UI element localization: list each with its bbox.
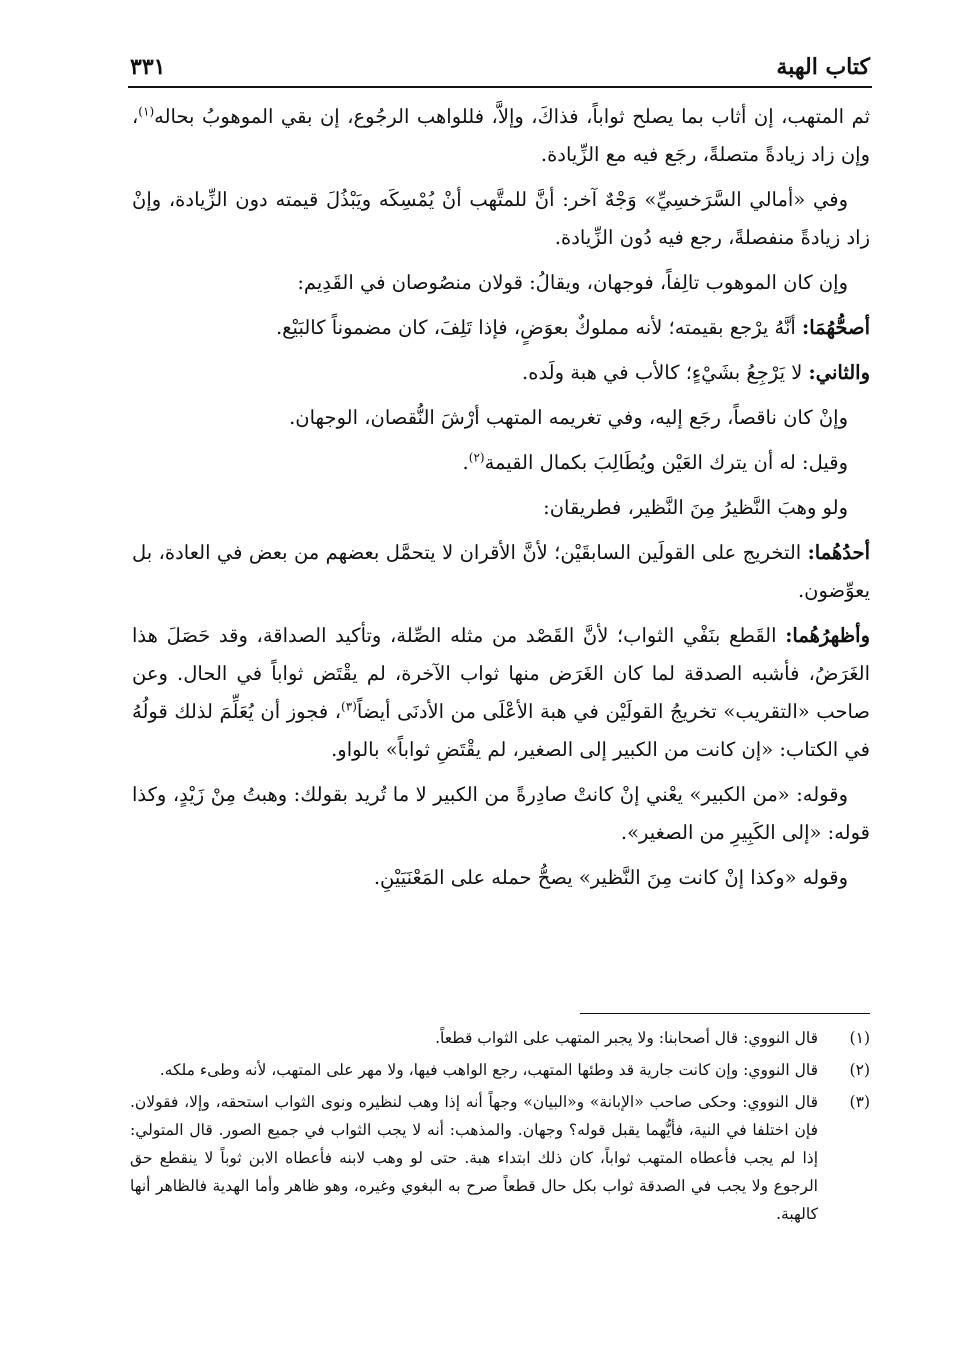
term-lead: وأظهرُهُما:	[785, 624, 870, 647]
footnote-ref: (٢)	[468, 450, 485, 465]
paragraph: ثم المتهب، إن أثاب بما يصلح ثواباً، فذاكَ، وإلاَّ، فللواهب الرجُوع، إن بقي الموهوبُ بحاله$^{(١)}$، وإن زاد زيادةً متصلةً، رجَع فيه مع الزِّيادة.	[132, 104, 870, 166]
footnote	[130, 1056, 870, 1084]
term-lead: أصحُّهُمَا:	[802, 316, 870, 339]
paragraph: وأظهرُهُما: القَطع بنَفْي الثواب؛ لأنَّ القَصْد من مثله الصِّلة، وتأكيد الصداقة، وقد حَصَلَ هذا الغَرَضُ، فأشبه الصدقة لما كان الغَرَض منها ثواب الآخرة، لم يقْتَض ثواباً في الحال. وعن صاحب «التقريب» تخريجُ القولَيْن في هبة الأعْلَى من الأدنَى أيضاً$^{(٣)}$، فجوز أن يُعَلِّمَ لذلك قولُهُ في الكتاب: «إن كانت من الكبير إلى الصغير، لم يقْتَضِ ثواباً» بالواو.	[132, 624, 870, 761]
paragraph: وإن كان الموهوب تالِفاً، فوجهان، ويقالُ: قولان منصُوصان في القَدِيم:	[297, 271, 848, 294]
footnotes	[130, 1024, 870, 1232]
paragraph: وفي «أمالي السَّرَخسِيِّ» وَجْهٌ آخر: أنَّ للمتَّهب أنْ يُمْسِكَه ويَبْذُلَ قيمته دون الزِّيادة، وإنْ زاد زيادةً منفصلةً، رجع فيه دُون الزِّيادة.	[132, 188, 870, 249]
main-text	[132, 98, 870, 904]
paragraph: أصحُّهُمَا: أنَّهُ يرْجع بقيمته؛ لأنه مملوكٌ بعوَضٍ، فإذا تَلِفَ، كان مضموناً كالبَيْع.	[275, 316, 870, 339]
paragraph: وقوله «وكذا إنْ كانت مِنَ النَّظير» يصحُّ حمله على المَعْنَيَيْنِ.	[373, 866, 848, 889]
paragraph: وقيل: له أن يترك العَيْن ويُطَالِبَ بكمال القيمة$^{(٢)}$.	[462, 450, 848, 474]
footnote-ref: (٣)	[341, 699, 357, 714]
page-header	[130, 40, 870, 80]
term-lead: والثاني:	[808, 361, 870, 384]
footnote-number: (٣)	[849, 1093, 870, 1111]
footnote-ref: (١)	[138, 104, 155, 119]
footnote-text: قال النووي: قال أصحابنا: ولا يجبر المتهب على الثواب قطعاً.	[435, 1029, 818, 1047]
term-lead: أحدُهُما:	[807, 541, 870, 564]
footnote	[130, 1024, 870, 1052]
footnote-text: قال النووي: وإن كانت جارية قد وطئها المتهب، رجع الواهب فيها، ولا مهر على المتهب، لأنه وطىء ملكه.	[159, 1061, 818, 1079]
paragraph: والثاني: لا يَرْجِعُ بشَيْءٍ؛ كالأب في هبة ولَده.	[522, 361, 870, 384]
running-title: كتاب الهبة	[776, 54, 870, 80]
page-number: ٣٣١	[130, 54, 166, 80]
paragraph: وقوله: «من الكبير» يعْني إنْ كانتْ صادِرةً من الكبير لا ما تُريد بقولك: وهبتُ مِنْ زَيْدٍ، وكذا قوله: «إلى الكَبِيرِ من الصغير».	[132, 783, 870, 844]
paragraph: ولو وهبَ النَّظيرُ مِنَ النَّظير، فطريقان:	[543, 496, 848, 519]
footnote-text: قال النووي: وحكى صاحب «الإبانة» و«البيان» وجهاً أنه إذا وهب لنظيره ونوى الثواب استحقه، وإلا، فقولان. فإن اختلفا في النية، فأيُّهما يقبل قوله؟ وجهان. والمذهب: أنه لا يجب الثواب في جميع الصور. قال المتولي: إذا لم يجب فأعطاه المتهب ثواباً، كان ذلك ابتداء هبة. حتى لو وهب لابنه فأعطاه الابن ثوباً لا ينقطع حق الرجوع ولا يجب في الصدقة ثواب بكل حال قطعاً صرح به البغوي وغيره، وهو ظاهر وأما الهدية فالظاهر أنها كالهبة.	[130, 1093, 818, 1223]
paragraph: أحدُهُما: التخريج على القولَين السابقَيْن؛ لأنَّ الأقران لا يتحمَّل بعضهم من بعض في العادة، بل يعوِّضون.	[132, 541, 870, 602]
footnote-rule	[580, 1013, 870, 1014]
footnote-number: (٢)	[849, 1061, 870, 1079]
paragraph: وإنْ كان ناقصاً، رجَع إليه، وفي تغريمه المتهب أرْشَ النُّقصان، الوجهان.	[289, 406, 848, 429]
footnote	[130, 1088, 870, 1228]
header-rule	[128, 86, 872, 88]
footnote-number: (١)	[849, 1029, 870, 1047]
